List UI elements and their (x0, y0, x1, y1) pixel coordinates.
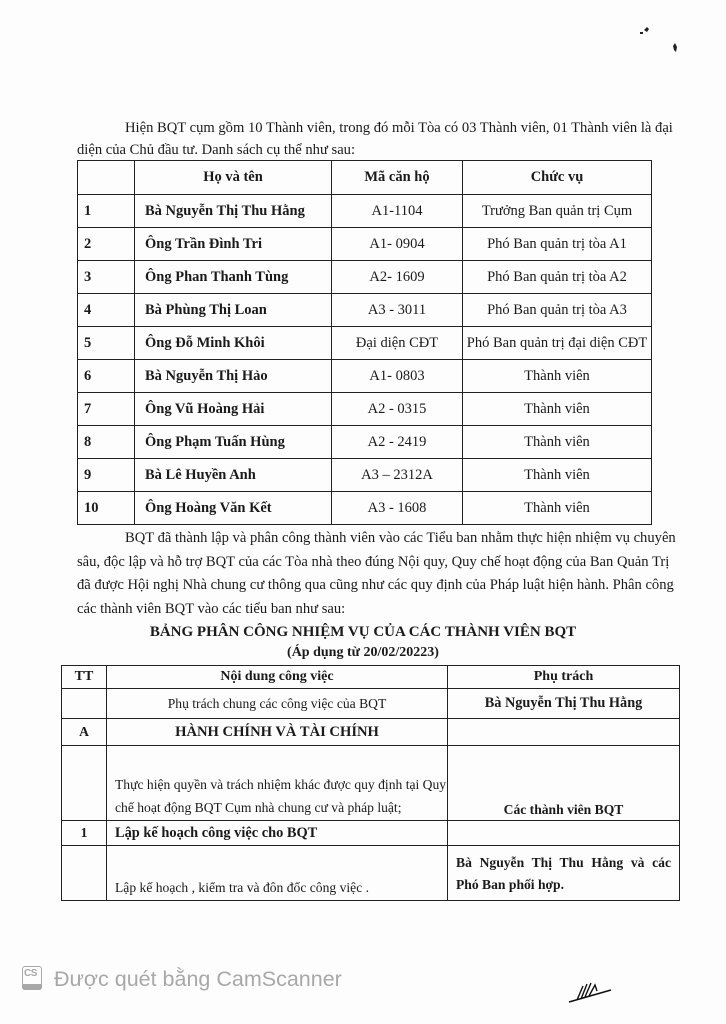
members-table (77, 160, 652, 525)
task-no (62, 689, 107, 719)
header-content: Nội dung công việc (107, 666, 448, 689)
member-no: 6 (78, 360, 135, 393)
scan-noise-marks (640, 18, 700, 68)
member-name: Ông Phạm Tuấn Hùng (135, 426, 332, 459)
member-apartment: A1- 0803 (332, 360, 463, 393)
task-row (62, 846, 680, 901)
member-no: 9 (78, 459, 135, 492)
watermark-text: Được quét bằng CamScanner (54, 966, 342, 991)
member-row (78, 294, 652, 327)
member-no: 2 (78, 228, 135, 261)
header-role: Chức vụ (463, 161, 652, 195)
task-no (62, 846, 107, 901)
task-row-item (62, 821, 680, 846)
member-role: Thành viên (463, 492, 652, 525)
member-no: 5 (78, 327, 135, 360)
member-row (78, 492, 652, 525)
intro-paragraph: Hiện BQT cụm gồm 10 Thành viên, trong đó mỗi Tòa có 03 Thành viên, 01 Thành viên là đại diện của Chủ đầu tư. Danh sách cụ thể như sau: (77, 120, 673, 158)
member-role: Phó Ban quản trị tòa A2 (463, 261, 652, 294)
member-role: Thành viên (463, 393, 652, 426)
member-no: 10 (78, 492, 135, 525)
header-tt: TT (62, 666, 107, 689)
member-apartment: A1- 0904 (332, 228, 463, 261)
member-role: Thành viên (463, 426, 652, 459)
task-no: 1 (62, 821, 107, 846)
member-name: Ông Hoàng Văn Kết (135, 492, 332, 525)
camscanner-logo-icon: CS (22, 966, 44, 992)
task-row-general (62, 689, 680, 719)
member-no: 8 (78, 426, 135, 459)
member-no: 7 (78, 393, 135, 426)
tasks-table-subtitle: (Áp dụng từ 20/02/20223) (287, 645, 439, 660)
members-table-header (78, 161, 652, 195)
tasks-table (61, 665, 680, 901)
member-apartment: A2- 1609 (332, 261, 463, 294)
task-section-title: HÀNH CHÍNH VÀ TÀI CHÍNH (107, 719, 448, 746)
member-role: Phó Ban quản trị tòa A1 (463, 228, 652, 261)
member-name: Ông Vũ Hoàng Hải (135, 393, 332, 426)
subcommittee-paragraph: BQT đã thành lập và phân công thành viên vào các Tiểu ban nhằm thực hiện nhiệm vụ chuyên sâu, độc lập và hỗ trợ BQT của các Tòa nhà theo đúng Nội quy, Quy chế hoạt động của Ban Quản Trị đã được Hội nghị Nhà chung cư thông qua cũng như các quy định của Pháp luật hiện hành. Phân công các thành viên BQT vào các tiểu ban như sau: (77, 530, 676, 617)
signature-initials-icon (565, 978, 615, 1006)
member-name: Ông Trần Đình Tri (135, 228, 332, 261)
member-row (78, 360, 652, 393)
member-role: Thành viên (463, 459, 652, 492)
member-role: Trưởng Ban quản trị Cụm (463, 195, 652, 228)
header-apartment: Mã căn hộ (332, 161, 463, 195)
task-row (62, 746, 680, 821)
member-row (78, 228, 652, 261)
task-owner (448, 719, 680, 746)
member-role: Thành viên (463, 360, 652, 393)
member-name: Bà Phùng Thị Loan (135, 294, 332, 327)
member-apartment: Đại diện CĐT (332, 327, 463, 360)
member-apartment: A3 - 1608 (332, 492, 463, 525)
task-item-title: Lập kế hoạch công việc cho BQT (107, 821, 448, 846)
member-no: 3 (78, 261, 135, 294)
member-name: Bà Nguyễn Thị Thu Hằng (135, 195, 332, 228)
member-row (78, 195, 652, 228)
task-no (62, 746, 107, 821)
task-owner (448, 821, 680, 846)
member-row (78, 327, 652, 360)
camscanner-watermark (22, 966, 342, 992)
tasks-table-header (62, 666, 680, 689)
member-apartment: A3 – 2312A (332, 459, 463, 492)
member-apartment: A2 - 0315 (332, 393, 463, 426)
header-name: Họ và tên (135, 161, 332, 195)
member-no: 1 (78, 195, 135, 228)
member-role: Phó Ban quản trị đại diện CĐT (463, 327, 652, 360)
member-apartment: A3 - 3011 (332, 294, 463, 327)
task-content: Lập kế hoạch , kiểm tra và đôn đốc công việc . (107, 846, 448, 901)
task-owner: Bà Nguyễn Thị Thu Hằng (448, 689, 680, 719)
tasks-table-title: BẢNG PHÂN CÔNG NHIỆM VỤ CỦA CÁC THÀNH VIÊN BQT (149, 624, 577, 640)
member-apartment: A1-1104 (332, 195, 463, 228)
member-name: Bà Lê Huyền Anh (135, 459, 332, 492)
member-name: Ông Phan Thanh Tùng (135, 261, 332, 294)
member-row (78, 426, 652, 459)
header-no (78, 161, 135, 195)
task-row-section (62, 719, 680, 746)
member-no: 4 (78, 294, 135, 327)
member-name: Bà Nguyễn Thị Hảo (135, 360, 332, 393)
member-row (78, 459, 652, 492)
member-row (78, 261, 652, 294)
member-row (78, 393, 652, 426)
task-content: Thực hiện quyền và trách nhiệm khác được quy định tại Quy chế hoạt động BQT Cụm nhà chung cư và pháp luật; (107, 746, 448, 821)
header-owner: Phụ trách (448, 666, 680, 689)
member-name: Ông Đỗ Minh Khôi (135, 327, 332, 360)
task-owner: Các thành viên BQT (448, 746, 680, 821)
member-apartment: A2 - 2419 (332, 426, 463, 459)
task-no: A (62, 719, 107, 746)
task-content: Phụ trách chung các công việc của BQT (107, 689, 448, 719)
task-owner: Bà Nguyễn Thị Thu Hằng và các Phó Ban phối hợp. (448, 846, 680, 901)
member-role: Phó Ban quản trị tòa A3 (463, 294, 652, 327)
